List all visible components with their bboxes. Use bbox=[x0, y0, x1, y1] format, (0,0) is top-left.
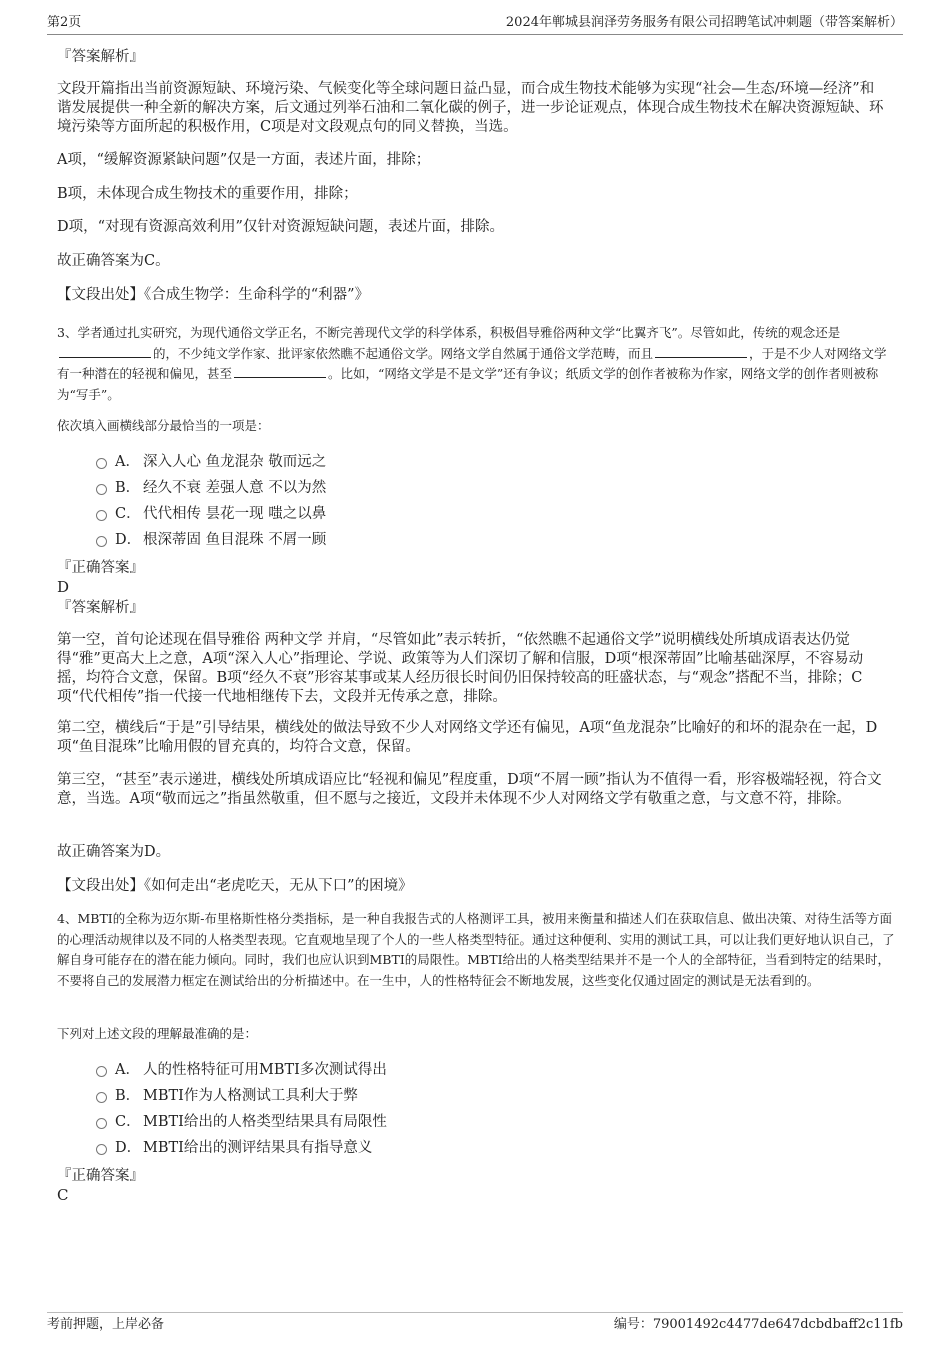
q4-stem: 4、MBTI的全称为迈尔斯-布里格斯性格分类指标，是一种自我报告式的人格测评工具，被用来衡量和描述人们在获取信息、做出决策、对待生活等方面的心理活动规律以及不同的人格类型表现。它直观地呈现了个人的一些人格类型特征。通过这种便利、实用的测试工具，可以让我们更好地认识自己，了解自身可能存在的潜在能力倾向。同时，我们也应认识到MBTI的局限性。MBTI给出的人格类型结果并不是一个人的全部特征，当看到特定的结果时，不要将自己的发展潜力框定在测试给出的分析描述中。在一生中，人的性格特征会不断地发展，这些变化仅通过固定的测试是无法看到的。 bbox=[57, 911, 895, 988]
q4-option-d[interactable]: D． MBTI给出的测评结果具有指导意义 bbox=[96, 1136, 876, 1160]
q3-stem: 3、学者通过扎实研究，为现代通俗文学正名，不断完善现代文学的科学体系，积极倡导雅俗两种文学“比翼齐飞”。尽管如此，传统的观念还是的，不少纯文学作家、批评家依然瞧不起通俗文学。网络文学自然属于通俗文学范畴，而且 ，于是不少人对网络文学有一种潜在的轻视和偏见，甚至 。比如，“网络文学是不是文学”还有争议；纸质文学的创作者被称为作家，网络文学的创作者则被称为“写手”。 bbox=[57, 325, 887, 402]
q2-analysis-p1: 文段开篇指出当前资源短缺、环境污染、气候变化等全球问题日益凸显，而合成生物技术能够为实现“社会—生态/环境—经济”和谐发展提供一种全新的解决方案，后文通过列举石油和二氧化碳的例子，进一步论证观点，体现合成生物技术在解决资源短缺、环境污染等方面所起的积极作用，C项是对文段观点句的同义替换，当选。 bbox=[57, 81, 884, 135]
page-header bbox=[47, 14, 903, 35]
q4-option-b[interactable]: B． MBTI作为人格测试工具利大于弊 bbox=[96, 1084, 876, 1108]
q2-conclusion: 故正确答案为C。 bbox=[57, 253, 170, 269]
fill-blank-3 bbox=[234, 364, 326, 378]
q2-source: 【文段出处】《合成生物学：生命科学的“利器”》 bbox=[57, 287, 370, 303]
q4-prompt: 下列对上述文段的理解最准确的是： bbox=[57, 1026, 258, 1041]
q3-analysis-p1: 第一空，首句论述现在倡导雅俗 两种文学 并肩，“尽管如此”表示转折，“依然瞧不起通俗文学”说明横线处所填成语表达仍觉得“雅”更高大上之意，A项“深入人心”指理论、学说、政策等为人们深切了解和信服，D项“根深蒂固”比喻基础深厚，不容易动摇，均符合文意，保留。B项“经久不衰”形容某事或某人经历很长时间仍旧保持较高的旺盛状态，与“观念”搭配不当，排除；C项“代代相传”指一代接一代地相继传下去，文段并无传承之意，排除。 bbox=[57, 632, 864, 705]
q3-analysis-label: 『答案解析』 bbox=[57, 600, 144, 616]
q3-option-d[interactable]: D． 根深蒂固 鱼目混珠 不屑一顾 bbox=[96, 528, 876, 552]
q3-conclusion: 故正确答案为D。 bbox=[57, 844, 171, 860]
q3-option-b[interactable]: B． 经久不衰 差强人意 不以为然 bbox=[96, 476, 876, 500]
q4-option-c[interactable]: C． MBTI给出的人格类型结果具有局限性 bbox=[96, 1110, 876, 1134]
q2-analysis-option-a: A项，“缓解资源紧缺问题”仅是一方面，表述片面，排除； bbox=[57, 152, 431, 168]
q3-analysis-p3: 第三空，“甚至”表示递进，横线处所填成语应比“轻视和偏见”程度重，D项“不屑一顾”指认为不值得一看，形容极端轻视，符合文意，当选。A项“敬而远之”指虽然敬重，但不愿与之接近，文段并未体现不少人对网络文学有敬重之意，与文意不符，排除。 bbox=[57, 772, 882, 807]
q4-answer: C bbox=[57, 1186, 69, 1204]
page-number: 第2页 bbox=[47, 15, 82, 30]
footer-slogan: 考前押题，上岸必备 bbox=[47, 1317, 165, 1332]
radio-icon[interactable] bbox=[96, 1066, 107, 1077]
fill-blank-1 bbox=[59, 344, 151, 358]
radio-icon[interactable] bbox=[96, 484, 107, 495]
fill-blank-2 bbox=[655, 344, 747, 358]
q3-option-a[interactable]: A． 深入人心 鱼龙混杂 敬而远之 bbox=[96, 450, 876, 474]
q2-analysis-label: 『答案解析』 bbox=[57, 49, 144, 65]
q3-answer: D bbox=[57, 578, 70, 596]
q2-analysis-option-b: B项，未体现合成生物技术的重要作用，排除； bbox=[57, 186, 358, 202]
q4-option-a[interactable]: A． 人的性格特征可用MBTI多次测试得出 bbox=[96, 1058, 876, 1082]
radio-icon[interactable] bbox=[96, 1118, 107, 1129]
q3-prompt: 依次填入画横线部分最恰当的一项是： bbox=[57, 418, 270, 433]
radio-icon[interactable] bbox=[96, 1092, 107, 1103]
radio-icon[interactable] bbox=[96, 536, 107, 547]
page-footer bbox=[47, 1312, 903, 1339]
q4-answer-label: 『正确答案』 bbox=[57, 1168, 144, 1184]
q3-source: 【文段出处】《如何走出“老虎吃天，无从下口”的困境》 bbox=[57, 878, 413, 894]
document-id: 编号：79001492c4477de647dcbdbaff2c11fb bbox=[613, 1317, 903, 1332]
document-title: 2024年郸城县润泽劳务服务有限公司招聘笔试冲刺题（带答案解析） bbox=[505, 15, 903, 30]
radio-icon[interactable] bbox=[96, 510, 107, 521]
q3-answer-label: 『正确答案』 bbox=[57, 560, 144, 576]
q3-analysis-p2: 第二空，横线后“于是”引导结果，横线处的做法导致不少人对网络文学还有偏见，A项“鱼龙混杂”比喻好的和坏的混杂在一起，D项“鱼目混珠”比喻用假的冒充真的，均符合文意，保留。 bbox=[57, 720, 878, 755]
q2-analysis-option-d: D项，“对现有资源高效利用”仅针对资源短缺问题，表述片面，排除。 bbox=[57, 219, 504, 235]
q3-option-c[interactable]: C． 代代相传 昙花一现 嗤之以鼻 bbox=[96, 502, 876, 526]
radio-icon[interactable] bbox=[96, 1144, 107, 1155]
radio-icon[interactable] bbox=[96, 458, 107, 469]
